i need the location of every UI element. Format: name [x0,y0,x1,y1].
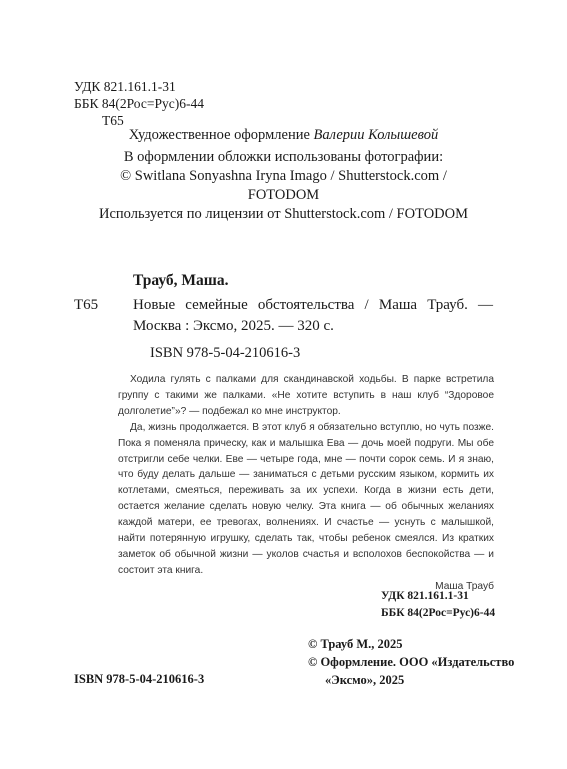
copyright-design-line2: «Эксмо», 2025 [325,673,405,687]
copyright-design-line1: © Оформление. ООО «Издательство [308,655,515,669]
annotation-paragraph-1: Ходила гулять с палками для скандинавской ходьбы. В парке встретила группу с такими же палками. «Не хотите вступить в наш клуб “Здоровое долголетие”»? — подбежал ко мне инструктор. [118,374,494,417]
annotation-paragraph-2: Да, жизнь продолжается. В этот клуб я обязательно вступлю, но чуть позже. Пока я поменяла прическу, как и малышка Ева — дочь моей подруги. Мы обе отстригли себе челки. Еве — четыре года, мне — почти сорок семь. И я знаю, что буду делать дальше — заниматься с детьми русским языком, кормить их котлетами, смеяться, переживать за их успехи. Когда в жизни есть дети, остается желание сделать новую челку. Эта книга — об обычных желаниях каждой матери, ее тревогах, волнениях. И счастье — уснуть с малышкой, найти потерянную игрушку, сделать так, чтобы ребенок смеялся. Из кратких заметок об обычной жизни — уколов счастья и всполохов беспокойства — и состоит эта книга. [118,421,494,576]
design-credit-prefix: Художественное оформление [128,127,310,143]
annotation [118,372,494,595]
annotation-signature: Маша Трауб [435,580,494,592]
footer-udc: УДК 821.161.1-31 [381,590,469,602]
photos-credit: © Switlana Sonyashna Iryna Imago / Shutterstock.com / [120,168,447,184]
license-line: Используется по лицензии от Shutterstock.com / FOTODOM [98,206,468,222]
copyright-author: © Трауб М., 2025 [308,637,403,651]
author-sign-code: Т65 [102,113,124,128]
bbk-code: ББК 84(2Рос=Рус)6-44 [74,96,204,111]
photos-line: В оформлении обложки использованы фотографии: [123,149,444,165]
catalog-isbn: ISBN 978-5-04-210616-3 [150,345,301,361]
catalog-title-line2: Москва : Эксмо, 2025. — 320 с. [133,318,334,334]
photos-agency: FOTODOM [247,187,320,203]
udc-code: УДК 821.161.1-31 [74,79,176,94]
design-credit [0,126,567,146]
catalog-title-line1: Новые семейные обстоятельства / Маша Трауб. — [133,297,493,313]
designer-name: Валерии Колышевой [313,127,439,143]
footer-isbn: ISBN 978-5-04-210616-3 [74,672,205,686]
catalog-code: Т65 [74,297,99,313]
footer-bbk: ББК 84(2Рос=Рус)6-44 [381,607,496,619]
catalog-author: Трауб, Маша. [133,272,229,289]
